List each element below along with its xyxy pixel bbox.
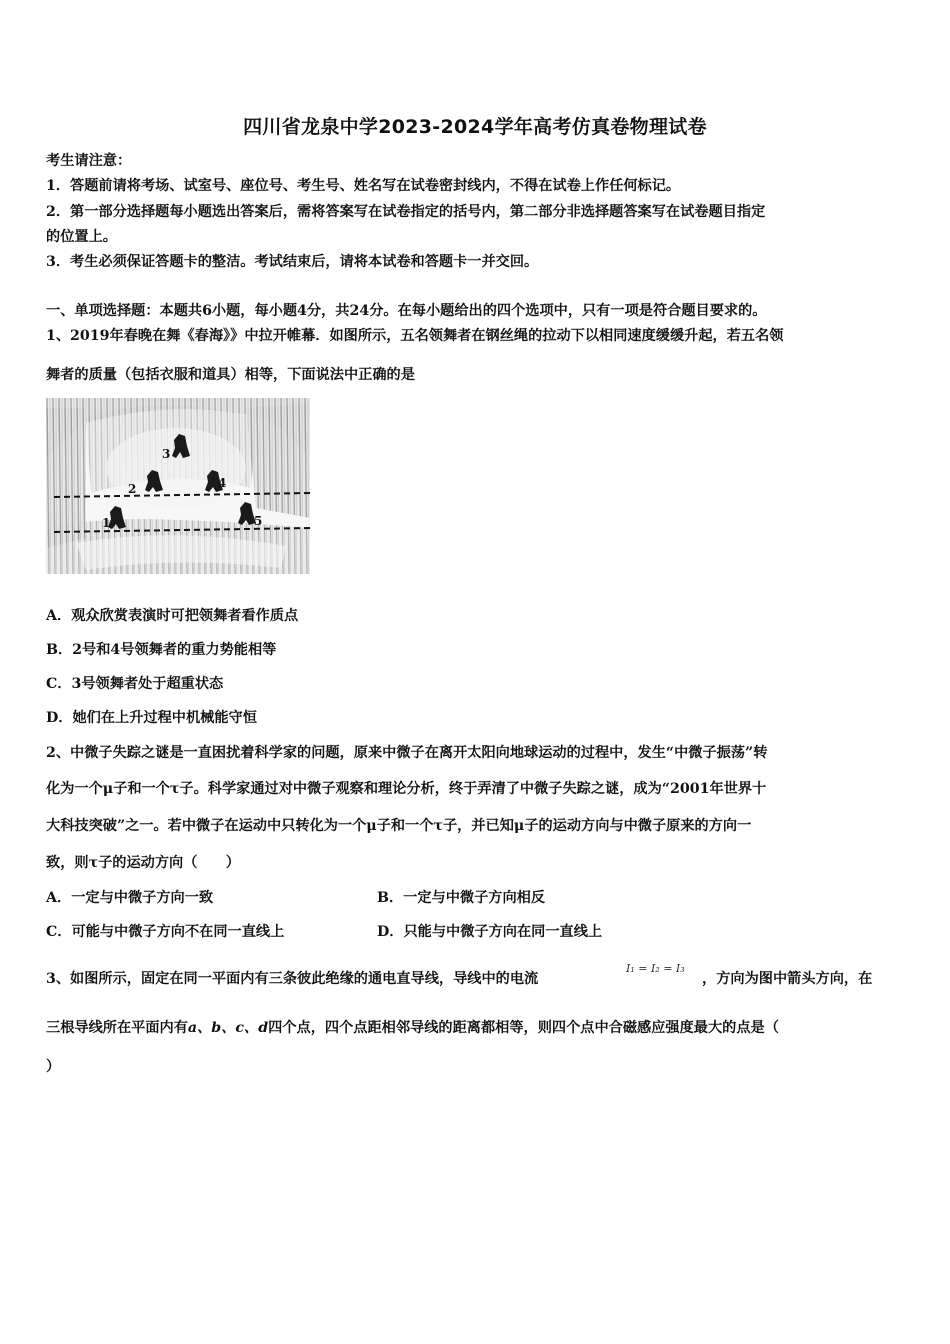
q1-option-a: A．观众欣赏表演时可把领舞者看作质点 — [46, 608, 299, 624]
notice-item-3: 3．考生必须保证答题卡的整洁。考试结束后，请将本试卷和答题卡一并交回。 — [46, 254, 539, 270]
q3-line2-pre: 三根导线所在平面内有 — [46, 1020, 188, 1036]
notice-heading: 考生请注意： — [46, 153, 132, 169]
q1-text-line2: 舞者的质量（包括衣服和道具）相等，下面说法中正确的是 — [46, 367, 415, 383]
q1-option-c: C．3号领舞者处于超重状态 — [46, 676, 224, 692]
notice-item-2-cont: 的位置上。 — [46, 229, 117, 245]
q2-option-d: D．只能与中微子方向在同一直线上 — [377, 924, 603, 940]
q2-option-c: C．可能与中微子方向不在同一直线上 — [46, 924, 285, 940]
q3-text-line3: ） — [46, 1059, 61, 1075]
page-title: 四川省龙泉中学2023-2024学年高考仿真卷物理试卷 — [243, 116, 707, 138]
q1-option-b: B．2号和4号领舞者的重力势能相等 — [46, 642, 277, 658]
q2-option-a: A．一定与中微子方向一致 — [46, 890, 214, 906]
dancer-label-1: 1 — [102, 516, 111, 530]
q2-option-b: B．一定与中微子方向相反 — [377, 890, 546, 906]
q1-option-d: D．她们在上升过程中机械能守恒 — [46, 710, 257, 726]
q2-text-line2: 化为一个μ子和一个τ子。科学家通过对中微子观察和理论分析，终于弄清了中微子失踪之谜，成为“2001年世界十 — [46, 781, 767, 797]
q3-text-line1-post: ，方向为图中箭头方向，在 — [702, 971, 873, 987]
q3-text-line2 — [46, 1019, 779, 1037]
q2-text-line3: 大科技突破”之一。若中微子在运动中只转化为一个μ子和一个τ子，并已知μ子的运动方向与中微子原来的方向一 — [46, 818, 752, 834]
q3-points: a、b、c、d — [187, 1020, 269, 1036]
dancer-label-5: 5 — [254, 514, 263, 528]
q1-text-line1: 1、2019年春晚在舞《春海》》中拉开帷幕．如图所示，五名领舞者在钢丝绳的拉动下以相同速度缓缓升起，若五名领 — [46, 328, 784, 344]
q3-text-line1-pre: 3、如图所示，固定在同一平面内有三条彼此绝缘的通电直导线，导线中的电流 — [46, 971, 539, 987]
notice-item-1: 1．答题前请将考场、试室号、座位号、考生号、姓名写在试卷密封线内，不得在试卷上作任何标记。 — [46, 178, 681, 194]
section-heading: 一、单项选择题：本题共6小题，每小题4分，共24分。在每小题给出的四个选项中，只有一项是符合题目要求的。 — [46, 303, 767, 319]
dancer-label-2: 2 — [128, 482, 137, 496]
current-formula: I₁ = I₂ = I₃ — [626, 962, 685, 975]
q2-text-line4: 致，则τ子的运动方向（ ） — [46, 855, 240, 871]
dancers-figure — [46, 398, 310, 574]
q2-text-line1: 2、中微子失踪之谜是一直困扰着科学家的问题，原来中微子在离开太阳向地球运动的过程中，发生“中微子振荡”转 — [46, 745, 768, 761]
q3-line2-post: 四个点，四个点距相邻导线的距离都相等，则四个点中合磁感应强度最大的点是（ — [268, 1020, 779, 1036]
dancer-label-3: 3 — [162, 447, 171, 461]
dancer-label-4: 4 — [218, 476, 227, 490]
notice-item-2: 2．第一部分选择题每小题选出答案后，需将答案写在试卷指定的括号内，第二部分非选择题答案写在试卷题目指定 — [46, 204, 766, 220]
